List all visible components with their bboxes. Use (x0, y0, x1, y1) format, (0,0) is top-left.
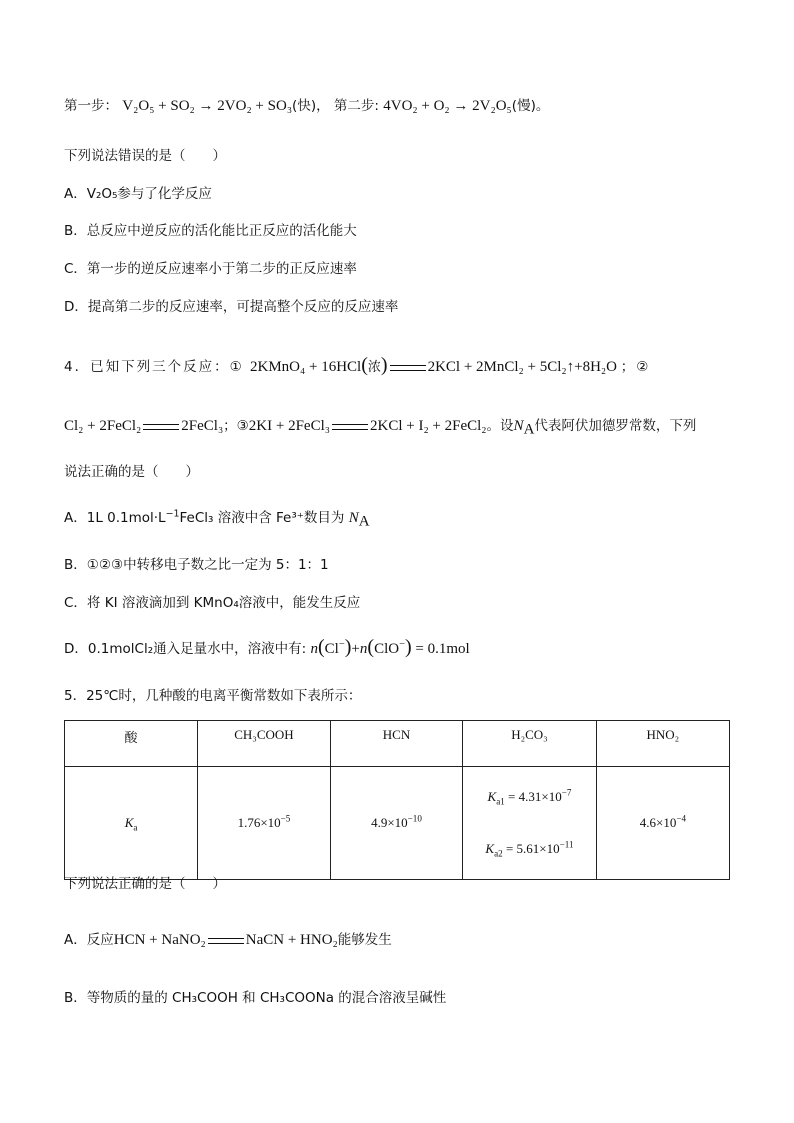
q4-option-b: B．①②③中转移电子数之比一定为 5：1：1 (64, 557, 329, 573)
q5-option-a: A．反应HCN + NaNO₂ NaCN + HNO₂能够发生 (64, 932, 392, 948)
acid-constant-table (64, 720, 730, 880)
q4-reactions: Cl₂ + 2FeCl₂ 2FeCl₃；③2KI + 2FeCl₃ 2KCl + I₂ + 2FeCl₂。设$N_A$代表阿伏加德罗常数，下列 (64, 418, 697, 438)
ka-label: $K_a$ (65, 767, 198, 880)
header-hcn: HCN (330, 721, 462, 767)
q3-option-b: B．总反应中逆反应的活化能比正反应的活化能大 (64, 223, 357, 239)
q4-option-d: D．0.1molCl₂通入足量水中，溶液中有: n(Cl−)+n(ClO−) = 0.1mol (64, 636, 470, 658)
header-acid: 酸 (65, 721, 198, 767)
q5-stem: 下列说法正确的是（ ） (64, 876, 226, 892)
q4-option-a: A．1L $0.1mol\cdot L^{-1}FeCl_3$ 溶液中含 Fe³⁺数目为 $N_A$ (64, 508, 370, 530)
hno2-ka: $4.6\times 10^{-4}$ (596, 767, 729, 880)
reaction-2: Cl₂ + 2FeCl₂ 2FeCl₃ (64, 418, 224, 434)
equilibrium-sign (390, 365, 426, 371)
step1-equation: V₂O₅ + SO₂ → 2VO₂ + SO₃ (122, 98, 293, 114)
header-h2co3: H₂CO₃ (463, 721, 597, 767)
ch3cooh-ka: $1.76\times 10^{-5}$ (198, 767, 331, 880)
header-ch3cooh: CH₃COOH (198, 721, 331, 767)
q3-steps: 第一步： V₂O₅ + SO₂ → 2VO₂ + SO₃(快)， 第二步: 4VO₂ + O₂ → 2V₂O₅(慢)。 (64, 98, 550, 114)
q4-option-c: C．将 KI 溶液滴加到 KMnO₄溶液中，能发生反应 (64, 595, 361, 611)
header-hno2: HNO₂ (596, 721, 729, 767)
q5-option-b: B．等物质的量的 CH₃COOH 和 CH₃COONa 的混合溶液呈碱性 (64, 990, 447, 1006)
reaction-1: 2KMnO₄ + 16HCl(浓) 2KCl + 2MnCl₂ + 5Cl₂↑+8H₂O (250, 354, 617, 376)
hcn-ka: $4.9\times 10^{-10}$ (330, 767, 462, 880)
q4-stem: 说法正确的是（ ） (64, 464, 199, 480)
q3-option-c: C．第一步的逆反应速率小于第二步的正反应速率 (64, 261, 357, 277)
q4-intro: 4．已知下列三个反应：① 2KMnO₄ + 16HCl(浓) 2KCl + 2MnCl₂ + 5Cl₂↑+8H₂O ；② (64, 354, 651, 376)
table-header-row (65, 721, 730, 767)
h2co3-ka: $K_{a1} = 4.31\times 10^{-7}$ $K_{a2} = 5.61\times 10^{-11}$ (463, 767, 597, 880)
q3-stem: 下列说法错误的是（ ） (64, 148, 226, 164)
step2-equation: 4VO₂ + O₂ → 2V₂O₅ (383, 98, 512, 114)
reaction-3: 2KI + 2FeCl₃ 2KCl + I₂ + 2FeCl₂ (248, 418, 487, 434)
q5-intro: 5．25℃时，几种酸的电离平衡常数如下表所示： (64, 688, 362, 704)
q3-option-a: A．V₂O₅参与了化学反应 (64, 186, 212, 202)
table-row (65, 767, 730, 880)
q3-option-d: D．提高第二步的反应速率，可提高整个反应的反应速率 (64, 299, 399, 315)
